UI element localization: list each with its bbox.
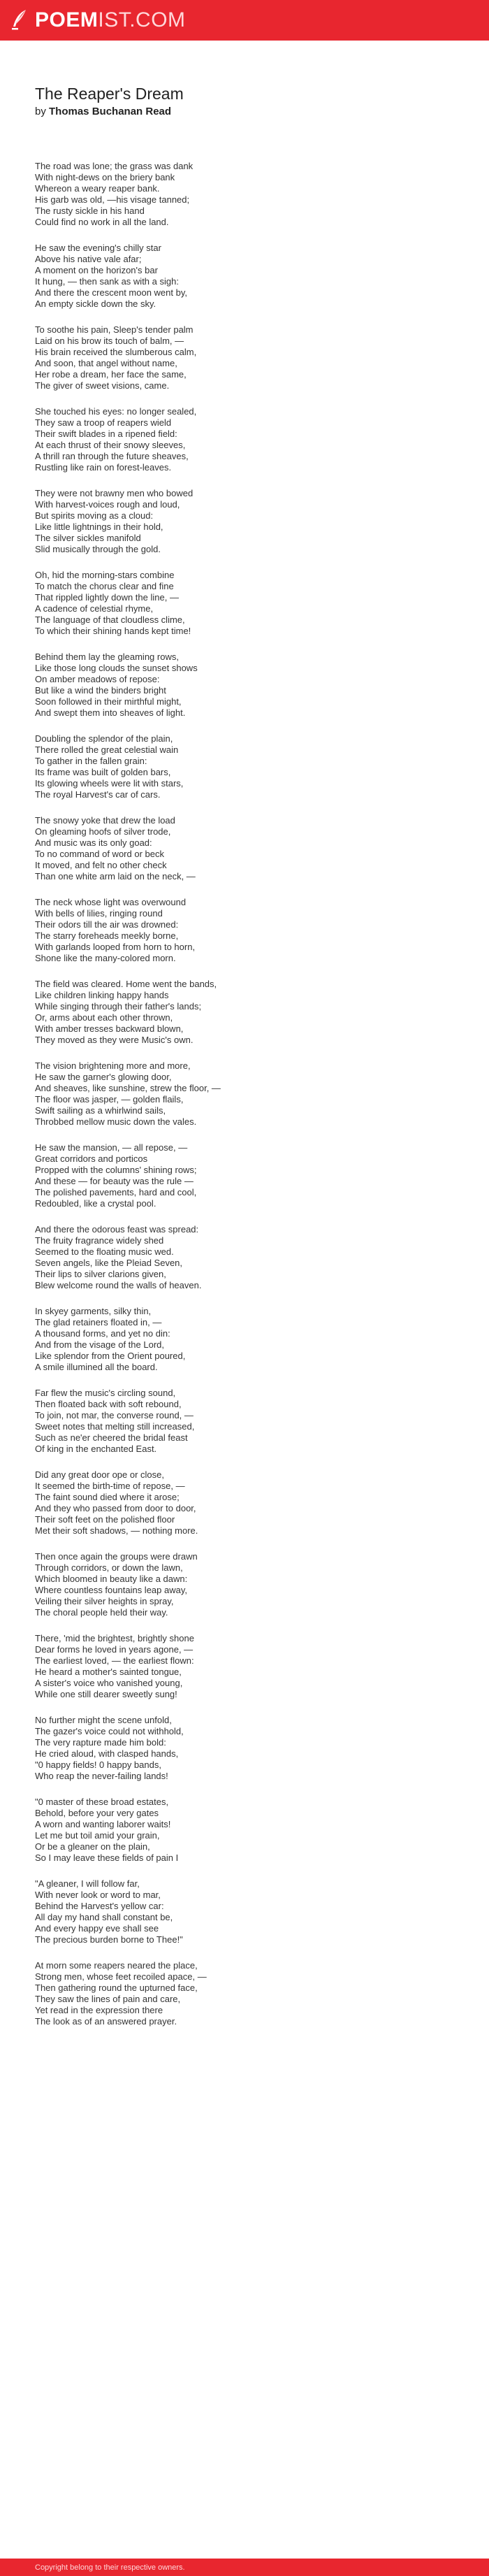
stanza (35, 1224, 454, 1291)
poem-line: So I may leave these fields of pain I (35, 1852, 179, 1863)
stanza (35, 979, 454, 1046)
byline (35, 105, 454, 119)
poem-line: The polished pavements, hard and cool, (35, 1187, 197, 1197)
poem-line: And every happy eve shall see (35, 1923, 159, 1934)
poem-line: To no command of word or beck (35, 849, 164, 859)
poem-line: Seemed to the floating music wed. (35, 1246, 174, 1257)
poem-line: And there the odorous feast was spread: (35, 1224, 199, 1235)
poem-line: At each thrust of their snowy sleeves, (35, 440, 186, 450)
poem-line: The starry foreheads meekly borne, (35, 930, 179, 941)
poem-line: Through corridors, or down the lawn, (35, 1562, 183, 1573)
poem-line: The earliest loved, — the earliest flown: (35, 1655, 194, 1666)
poem-line: The road was lone; the grass was dank (35, 161, 194, 171)
poem-line: On gleaming hoofs of silver trode, (35, 826, 171, 837)
stanza (35, 733, 454, 800)
poem-line: Above his native vale afar; (35, 254, 142, 264)
poem-line: The field was cleared. Home went the bands, (35, 979, 217, 989)
poem-line: Where countless fountains leap away, (35, 1585, 187, 1595)
poem-line: Then floated back with soft rebound, (35, 1399, 182, 1409)
poem-line: With night-dews on the briery bank (35, 172, 175, 182)
poem-line: "A gleaner, I will follow far, (35, 1878, 140, 1889)
byline-prefix: by (35, 106, 46, 117)
poem-line: Her robe a dream, her face the same, (35, 369, 187, 380)
poem-line: They moved as they were Music's own. (35, 1035, 194, 1045)
stanza (35, 897, 454, 964)
poem-line: Soon followed in their mirthful might, (35, 696, 182, 707)
poem-line: Propped with the columns' shining rows; (35, 1165, 197, 1175)
poem-line: Redoubled, like a crystal pool. (35, 1198, 156, 1209)
poem-line: It moved, and felt no other check (35, 860, 167, 870)
poem-line: It hung, — then sank as with a sigh: (35, 276, 179, 287)
stanza (35, 1960, 454, 2027)
poem-line: Blew welcome round the walls of heaven. (35, 1280, 202, 1290)
poem-line: And swept them into sheaves of light. (35, 707, 186, 718)
poem-line: He cried aloud, with clasped hands, (35, 1748, 179, 1759)
poem-line: Which bloomed in beauty like a dawn: (35, 1574, 188, 1584)
stanza (35, 652, 454, 719)
poem-line: The royal Harvest's car of cars. (35, 789, 161, 800)
stanza (35, 1060, 454, 1128)
stanza (35, 406, 454, 473)
poem-line: In skyey garments, silky thin, (35, 1306, 152, 1316)
poem-line: That rippled lightly down the line, — (35, 592, 179, 603)
poem-line: The snowy yoke that drew the load (35, 815, 175, 826)
poem-line: And sheaves, like sunshine, strew the floor, — (35, 1083, 221, 1093)
poem-line: Their swift blades in a ripened field: (35, 429, 177, 439)
poem-line: Sweet notes that melting still increased, (35, 1421, 195, 1432)
poem-line: Then gathering round the upturned face, (35, 1983, 198, 1993)
quill-pen-icon (10, 8, 28, 32)
poem-line: Dear forms he loved in years agone, — (35, 1644, 194, 1655)
poem-line: Swift sailing as a whirlwind sails, (35, 1105, 166, 1116)
poem-line: The language of that cloudless clime, (35, 614, 185, 625)
poem-line: Like children linking happy hands (35, 990, 169, 1000)
poem-line: A smile illumined all the board. (35, 1362, 158, 1372)
poem-line: The vision brightening more and more, (35, 1060, 191, 1071)
poem-line: A worn and wanting laborer waits! (35, 1819, 171, 1829)
poem-line: His garb was old, —his visage tanned; (35, 194, 190, 205)
stanza (35, 1633, 454, 1700)
poem-line: His brain received the slumberous calm, (35, 347, 197, 357)
stanza (35, 161, 454, 228)
poem-line: Doubling the splendor of the plain, (35, 733, 173, 744)
poem-line: The look as of an answered prayer. (35, 2016, 177, 2027)
poem-line: Behind the Harvest's yellow car: (35, 1901, 164, 1911)
poem-line: And these — for beauty was the rule — (35, 1176, 194, 1186)
poem-line: The faint sound died where it arose; (35, 1492, 180, 1502)
stanza (35, 1551, 454, 1618)
poem-line: With amber tresses backward blown, (35, 1023, 184, 1034)
poem-line: While singing through their father's lands; (35, 1001, 202, 1012)
poem-line: With bells of lilies, ringing round (35, 908, 163, 919)
poem-line: And there the crescent moon went by, (35, 287, 187, 298)
poem-line: The giver of sweet visions, came. (35, 380, 170, 391)
poem-line: To match the chorus clear and fine (35, 581, 174, 591)
poem-line: Behind them lay the gleaming rows, (35, 652, 179, 662)
poem-line: And they who passed from door to door, (35, 1503, 196, 1513)
poem-line: Then once again the groups were drawn (35, 1551, 198, 1562)
poem-line: No further might the scene unfold, (35, 1715, 172, 1725)
poem-line: The gazer's voice could not withhold, (35, 1726, 184, 1736)
stanza (35, 1469, 454, 1537)
poem-line: Let me but toil amid your grain, (35, 1830, 160, 1841)
poem-line: A sister's voice who vanished young, (35, 1678, 183, 1688)
poem-line: With garlands looped from horn to horn, (35, 942, 196, 952)
poem-content (35, 84, 454, 2042)
poem-line: To join, not mar, the converse round, — (35, 1410, 194, 1420)
poem-line: They were not brawny men who bowed (35, 488, 194, 498)
stanza (35, 1142, 454, 1209)
poem-line: The floor was jasper, — golden flails, (35, 1094, 184, 1104)
poem-line: Or, arms about each other thrown, (35, 1012, 173, 1023)
poem-line: Whereon a weary reaper bank. (35, 183, 160, 194)
brand-name-bold: POEM (35, 8, 98, 31)
poem-line: They saw a troop of reapers wield (35, 417, 172, 428)
poem-line: The rusty sickle in his hand (35, 206, 145, 216)
poem-line: A moment on the horizon's bar (35, 265, 158, 275)
site-logo-link[interactable] (10, 7, 186, 34)
poem-line: And from the visage of the Lord, (35, 1339, 164, 1350)
stanza (35, 1388, 454, 1455)
poem-line: To gather in the fallen grain: (35, 756, 147, 766)
poem-line: He heard a mother's sainted tongue, (35, 1667, 182, 1677)
poem-line: "0 happy fields! 0 happy bands, (35, 1760, 161, 1770)
poem-line: Shone like the many-colored morn. (35, 953, 176, 963)
poem-line: There rolled the great celestial wain (35, 744, 179, 755)
poem-line: Like little lightnings in their hold, (35, 521, 163, 532)
poem-line: Like those long clouds the sunset shows (35, 663, 198, 673)
poem-line: Its glowing wheels were lit with stars, (35, 778, 184, 789)
site-header (0, 0, 489, 41)
poem-line: On amber meadows of repose: (35, 674, 160, 684)
poem-line: At morn some reapers neared the place, (35, 1960, 198, 1971)
stanza (35, 243, 454, 310)
poem-line: Of king in the enchanted East. (35, 1444, 157, 1454)
copyright-notice: Copyright belong to their respective owners. (35, 2563, 185, 2572)
poem-line: He saw the mansion, — all repose, — (35, 1142, 188, 1153)
poem-line: The glad retainers floated in, — (35, 1317, 162, 1327)
poem-line: Oh, hid the morning-stars combine (35, 570, 175, 580)
poem-line: To soothe his pain, Sleep's tender palm (35, 324, 194, 335)
poem-line: The silver sickles manifold (35, 533, 141, 543)
poem-line: A thrill ran through the future sheaves, (35, 451, 189, 461)
poem-line: Than one white arm laid on the neck, — (35, 871, 196, 882)
poem-line: Or be a gleaner on the plain, (35, 1841, 150, 1852)
poem-line: Such as ne'er cheered the bridal feast (35, 1432, 188, 1443)
poem-line: An empty sickle down the sky. (35, 298, 156, 309)
poem-line: Veiling their silver heights in spray, (35, 1596, 174, 1606)
poem-line: They saw the lines of pain and care, (35, 1994, 181, 2004)
poem-line: Great corridors and porticos (35, 1153, 148, 1164)
author-link[interactable]: Thomas Buchanan Read (49, 106, 172, 117)
poem-line: Its frame was built of golden bars, (35, 767, 171, 777)
stanza (35, 1306, 454, 1373)
poem-line: A thousand forms, and yet no din: (35, 1328, 170, 1339)
poem-line: With harvest-voices rough and loud, (35, 499, 180, 510)
poem-line: While one still dearer sweetly sung! (35, 1689, 177, 1699)
poem-line: Rustling like rain on forest-leaves. (35, 462, 172, 473)
poem-line: And music was its only goad: (35, 837, 152, 848)
poem-line: Far flew the music's circling sound, (35, 1388, 176, 1398)
poem-line: Yet read in the expression there (35, 2005, 163, 2015)
poem-line: With never look or word to mar, (35, 1890, 161, 1900)
poem-line: Like splendor from the Orient poured, (35, 1351, 186, 1361)
poem-line: Slid musically through the gold. (35, 544, 161, 554)
poem-line: Their odors till the air was drowned: (35, 919, 179, 930)
poem-line: All day my hand shall constant be, (35, 1912, 173, 1922)
poem-line: Met their soft shadows, — nothing more. (35, 1525, 198, 1536)
stanza (35, 1878, 454, 1945)
poem-line: A cadence of celestial rhyme, (35, 603, 154, 614)
poem-line: Strong men, whose feet recoiled apace, — (35, 1971, 207, 1982)
poem-line: Their soft feet on the polished floor (35, 1514, 175, 1525)
poem-line: But spirits moving as a cloud: (35, 510, 154, 521)
poem-line: There, 'mid the brightest, brightly shone (35, 1633, 194, 1643)
poem-line: Seven angels, like the Pleiad Seven, (35, 1258, 183, 1268)
poem-line: Throbbed mellow music down the vales. (35, 1116, 197, 1127)
poem-line: He saw the evening's chilly star (35, 243, 161, 253)
poem-line: It seemed the birth-time of repose, — (35, 1481, 185, 1491)
poem-line: The choral people held their way. (35, 1607, 168, 1618)
poem-line: She touched his eyes: no longer sealed, (35, 406, 197, 417)
stanza (35, 1715, 454, 1782)
poem-line: Laid on his brow its touch of balm, — (35, 336, 184, 346)
brand-name-light: IST.COM (98, 8, 186, 31)
poem-line: "0 master of these broad estates, (35, 1797, 169, 1807)
brand-name (35, 7, 186, 34)
poem-line: But like a wind the binders bright (35, 685, 166, 696)
poem-line: Behold, before your very gates (35, 1808, 159, 1818)
poem-line: The very rapture made him bold: (35, 1737, 166, 1748)
stanza (35, 488, 454, 555)
page-title: The Reaper's Dream (35, 85, 184, 103)
poem-line: He saw the garner's glowing door, (35, 1072, 172, 1082)
poem-line: Could find no work in all the land. (35, 217, 169, 227)
poem-line: Did any great door ope or close, (35, 1469, 164, 1480)
poem-body (35, 161, 454, 2027)
stanza (35, 1797, 454, 1864)
poem-line: Their lips to silver clarions given, (35, 1269, 166, 1279)
poem-line: To which their shining hands kept time! (35, 626, 191, 636)
stanza (35, 570, 454, 637)
poem-line: The neck whose light was overwound (35, 897, 187, 907)
site-footer (0, 2559, 489, 2576)
poem-line: The fruity fragrance widely shed (35, 1235, 164, 1246)
stanza (35, 324, 454, 391)
poem-line: Who reap the never-failing lands! (35, 1771, 168, 1781)
stanza (35, 815, 454, 882)
poem-line: The precious burden borne to Thee!" (35, 1934, 183, 1945)
poem-line: And soon, that angel without name, (35, 358, 177, 368)
